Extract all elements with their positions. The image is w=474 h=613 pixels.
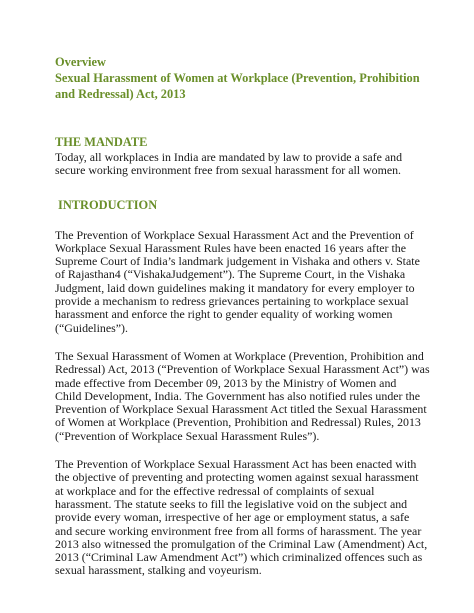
document-title: Sexual Harassment of Women at Workplace (Prevention, Prohibition and Redressal) Act, 2013 xyxy=(55,71,420,101)
document-page xyxy=(55,54,447,578)
overview-label: Overview xyxy=(55,55,106,69)
intro-paragraph-2: The Sexual Harassment of Women at Workplace (Prevention, Prohibition and Redressal) Act, 2013 (“Prevention of Workplace Sexual Harassment Act”) was made effective from December 09, 2013 by the Ministry of Women and Child Development, India. The Government has also notified rules under the Prevention of Workplace Sexual Harassment Act titled the Sexual Harassment of Women at Workplace (Prevention, Prohibition and Redressal) Rules, 2013 (“Prevention of Workplace Sexual Harassment Rules”). xyxy=(55,348,430,443)
introduction-heading: INTRODUCTION xyxy=(58,197,158,212)
introduction-section xyxy=(55,197,447,578)
intro-paragraph-3: The Prevention of Workplace Sexual Harassment Act has been enacted with the objective of preventing and protecting women against sexual harassment at workplace and for the effective redressal of complaints of sexual harassment. The statute seeks to fill the legislative void on the subject and provide every woman, irrespective of her age or employment status, a safe and secure working environment free from all forms of harassment. The year 2013 also witnessed the promulgation of the Criminal Law (Amendment) Act, 2013 (“Criminal Law Amendment Act”) which criminalized offences such as sexual harassment, stalking and voyeurism. xyxy=(55,457,428,578)
mandate-heading: THE MANDATE xyxy=(55,135,148,149)
intro-paragraph-1: The Prevention of Workplace Sexual Harassment Act and the Prevention of Workplace Sexual Harassment Rules have been enacted 16 years after the Supreme Court of India’s landmark judgement in Vishaka and others v. State of Rajasthan4 (“VishakaJudgement”). The Supreme Court, in the Vishaka Judgment, laid down guidelines making it mandatory for every employer to provide a mechanism to redress grievances pertaining to workplace sexual harassment and enforce the right to gender equality of working women (“Guidelines”). xyxy=(55,227,420,335)
overview-block xyxy=(55,54,447,102)
mandate-section xyxy=(55,134,447,178)
mandate-text: Today, all workplaces in India are mandated by law to provide a safe and secure working environment free from sexual harassment for all women. xyxy=(55,150,403,178)
